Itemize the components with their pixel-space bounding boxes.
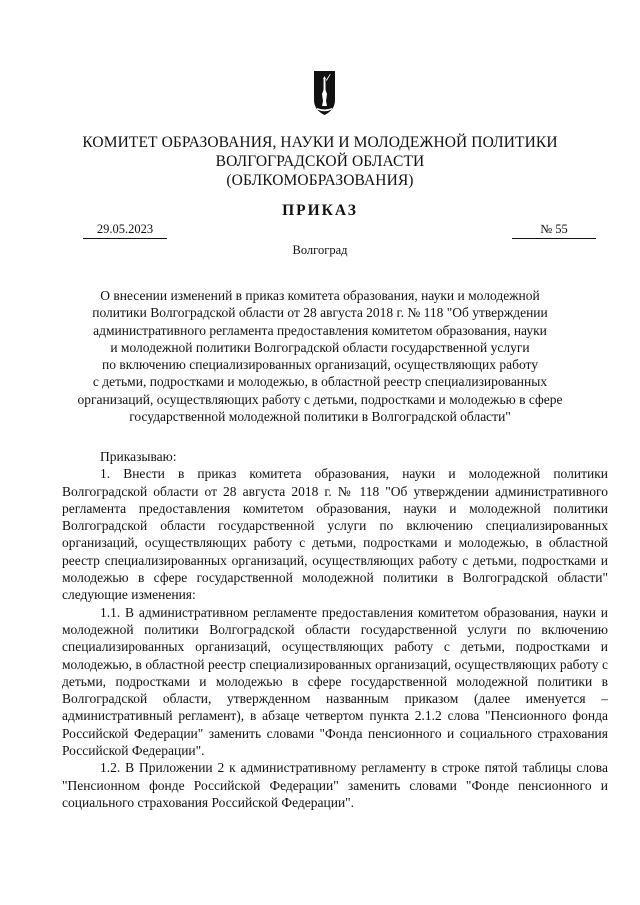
- number-underline: [512, 238, 596, 239]
- paragraph-1-2: 1.2. В Приложении 2 к административному регламенту в строке пятой таблицы слова "Пенсионном фонде Российской Федерации" заменить словами "Фонде пенсионного и социального страхования Российской Федерации".: [62, 760, 608, 810]
- volgograd-emblem-icon: [313, 70, 336, 116]
- document-title: [55, 287, 585, 425]
- order-word: Приказываю:: [100, 449, 177, 464]
- title-line: по включению специализированных организаций, осуществляющих работу: [101, 357, 539, 373]
- paragraph-1: 1. Внести в приказ комитета образования, науки и молодежной политики Волгоградской области от 28 августа 2018 г. № 118 "Об утверждении административного регламента предоставления комитетом образования, науки и молодежной политики Волгоградской области государственной услуги по включению специализированных организаций, осуществляющих работу с детьми, подростками и молодежью, в областной реестр специализированных организаций, осуществляющих работу с детьми, подростками и молодежью в сфере государственной молодежной политики в Волгоградской области" следующие изменения:: [62, 466, 608, 603]
- title-line: О внесении изменений в приказ комитета образования, науки и молодежной: [100, 288, 540, 303]
- document-date: 29.05.2023: [96, 222, 154, 236]
- organization-region-line: ВОЛГОГРАДСКОЙ ОБЛАСТИ: [215, 153, 425, 170]
- organization-abbreviation: (ОБЛКОМОБРАЗОВАНИЯ): [226, 172, 414, 189]
- title-line: и молодежной политики Волгоградской области государственной услуги: [110, 339, 530, 355]
- organization-name-line: КОМИТЕТ ОБРАЗОВАНИЯ, НАУКИ И МОЛОДЕЖНОЙ ПОЛИТИКИ: [82, 134, 558, 151]
- title-line: организаций, осуществляющих работу с детьми, подростками и молодежью в сфере: [77, 391, 563, 407]
- title-line: административного регламента предоставления комитетом образования, науки: [93, 322, 547, 338]
- date-underline: [83, 238, 167, 239]
- title-line: государственной молодежной политики в Волгоградской области": [129, 409, 511, 425]
- title-line: политики Волгоградской области от 28 августа 2018 г. № 118 "Об утверждении: [92, 305, 548, 321]
- document-number: № 55: [540, 222, 568, 236]
- document-body: [62, 448, 608, 811]
- document-city: Волгоград: [292, 243, 348, 257]
- document-type: ПРИКАЗ: [282, 202, 358, 219]
- title-line: с детьми, подростками и молодежью, в областной реестр специализированных: [92, 374, 548, 390]
- paragraph-1-1: 1.1. В административном регламенте предоставления комитетом образования, науки и молодежной политики Волгоградской области государственной услуги по включению специализированных организаций, осуществляющих работу с детьми, подростками и молодежью, в областной реестр специализированных организаций, осуществляющих работу с детьми, подростками и молодежью в сфере государственной молодежной политики в Волгоградской области, утвержденном названным приказом (далее именуется – административный регламент), в абзаце четвертом пункта 2.1.2 слова "Пенсионного фонда Российской Федерации" заменить словами "Фонда пенсионного и социального страхования Российской Федерации".: [62, 604, 608, 759]
